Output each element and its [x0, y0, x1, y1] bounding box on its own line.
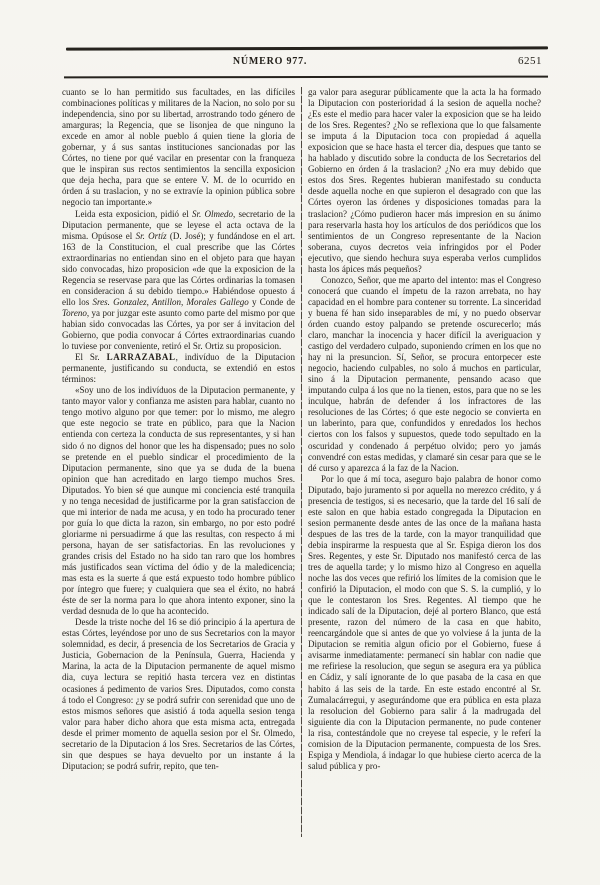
italic-name-run: Sr. Ortíz [135, 230, 167, 241]
text-run: , secretario de la Diputacion permanente, que se leyese el acta octava de la misma. Opúsose el [62, 208, 295, 241]
header-rule-bottom [64, 76, 548, 79]
text-run: y Conde de [248, 296, 295, 307]
text-run: , ya por juzgar este asunto como parte del mismo por que habian sido convocadas las Córtes, ya por ser á invitacion del Gobierno, que podia convocar á Córtes extraordinarias cuando lo tuviese por conveniente, retiró el Sr. Ortiz su proposicion. [62, 307, 295, 352]
paragraph [62, 385, 295, 617]
page-number: 6251 [518, 55, 542, 67]
italic-name-run: Sr. Olmedo [192, 208, 234, 219]
text-run: cuanto se lo han permitido sus facultades, en las difíciles combinaciones políticas y militares de la Nacion, no solo por su independencia, sino por su libertad, arrostrando todo género de amarguras; la Regencia, que se lisonjea de que ninguno la excede en amor al noble pueblo á quien tiene la gloria de gobernar, y á sus santas instituciones sancionadas por las Córtes, no tiene por qué vacilar en presentar con la franqueza que le inspiran sus rectos sentimientos la sencilla exposicion que deja hecha, para que se entere V. M. de lo ocurrido en órden á su traslacion, y no se extravíe la opinion pública sobre negocio tan importante.» [62, 87, 295, 208]
text-run: El Sr. [75, 352, 107, 363]
speaker-name-run: LARRAZABAL [106, 352, 176, 363]
text-run: ga valor para asegurar públicamente que la acta la ha formado la Diputacion con posterioridad á la sesion de aquella noche? ¿Es este el medio para hacer valer la exposicion que se ha leido de los Sres. Regentes? ¿No se reflexiona que lo que falsamente se imputa á la Diputacion toca con propiedad á aquella exposicion que se hace hasta el tercer dia, despues que tanto se ha hablado y discutido sobre la conducta de los Secretarios del Gobierno en órden á la traslacion? ¿No era muy debido que estos dos Sres. Regentes hubieran manifestado su conducta desde aquella noche en que supieron el desagrado con que las Córtes oyeron las órdenes y disposiciones tomadas para la traslacion? ¿Cómo pudieron hacer más impresion en su ánimo para reservarla hasta hoy los artículos de dos periódicos que los sentimientos de un Congreso representante de la Nacion soberana, cuyos decretos veia infringidos por el Poder ejecutivo, que siendo hechura suya esperaba verlos cumplidos hasta los ápices más pequeños? [308, 87, 541, 274]
paragraph [308, 87, 541, 275]
paragraph [62, 209, 295, 353]
italic-name-run: Toreno [62, 307, 87, 318]
paragraph [308, 474, 541, 772]
paragraph [308, 275, 541, 474]
text-columns [62, 87, 542, 843]
paragraph [62, 352, 295, 385]
header-rule-top [66, 46, 548, 50]
column-right [308, 87, 541, 839]
text-run: Por lo que á mí toca, aseguro bajo palabra de honor como Diputado, bajo juramento si por aquella no merezco crédito, y á presencia de testigos, si es necesario, que la tarde del 16 salí de este salon en que habia estado congregada la Diputacion en sesion permanente desde antes de las once de la mañana hasta despues de las tres de la tarde, con la mayor tranquilidad que debia inspirarme la respuesta que al Sr. Espiga dieron los dos Sres. Regentes, y este Sr. Diputado nos manifestó cerca de las tres de aquella tarde; y lo mismo hizo al Congreso en aquella noche las dos veces que refirió los límites de la comision que le confirió la Diputacion, el modo con que S. S. la cumplió, y lo que le contestaron los Sres. Regentes. Al tiempo que he indicado salí de la Diputacion, dejé al portero Blanco, que está presente, razon del número de la casa en que habito, reencargándole que si antes de que yo volviese á la junta de la Diputacion se remitia algun oficio por el Gobierno, fuese á avisarme inmediatamente: permanecí sin hablar con nadie que me refiriese la resolucion, que segun se asegura era ya pública en Cádiz, y salí ignorante de lo que pasaba de la casa en que habito á las seis de la tarde. En este estado encontré al Sr. Zumalacárregui, y asegurándome que era pública en esta plaza la resolucion del Gobierno para salir á la madrugada del siguiente dia con la Diputacion permanente, no pude contener la risa, contestándole que no creyese tal especie, y le referí la comision de la Diputacion permanente, compuesta de los Sres. Espiga y Mendiola, á indagar lo que hubiese cierto acerca de la salud pública y pro- [308, 473, 541, 771]
text-run: Leida esta exposicion, pidió el [75, 208, 192, 219]
issue-number: NÚMERO 977. [232, 56, 308, 67]
text-run: Conozco, Señor, que me aparto del intento: mas el Congreso conocerá que cuando el ímpetu de la razon arrebata, no hay capacidad en el hombre para contener su torrente. La sinceridad y buena fé han sido inseparables de mí, y no puedo observar órden cuando estoy palpando se pretende oscurecerlo; más claro, manchar la inocencia y hacer difícil la averiguacion y castigo del verdadero culpado, suponiendo crímen en los que no hay ni la presuncion. Sí, Señor, se procura entorpecer este negocio, haciendo culpables, no solo á muchos en particular, sino á la Diputacion permanente, pensando acaso que imputando culpa á los que no la tienen, estos, para que no se les inculque, habrán de defender á los infractores de las resoluciones de las Córtes; ó que este negocio se convierta en un laberinto, para que, confundidos y enredados los hechos ciertos con los falsos y supuestos, quede todo sepultado en la oscuridad y condenado á perpétuo olvido; pero yo jamás convendré con estas medidas, y clamaré sin cesar para que se le dé curso y aparezca á la faz de la Nacion. [308, 274, 541, 473]
text-run: , indivíduo de la Diputacion permanente, justificando su conducta, se extendió en estos términos: [62, 352, 295, 385]
italic-name-run: Sres. Gonzalez, Antillon, Morales Gallego [92, 296, 249, 307]
paragraph [62, 617, 295, 772]
text-run: Desde la triste noche del 16 se dió principio á la apertura de estas Córtes, leyéndose por uno de sus Secretarios con la mayor solemnidad, es decir, á presencia de los Secretarios de Gracia y Justicia, Gobernacion de la Península, Guerra, Hacienda y Marina, la acta de la Diputacion permanente de aquel mismo dia, cuya lectura se repitió hasta tercera vez en distintas ocasiones á pedimento de varios Sres. Diputados, como consta á todo el Congreso: ¿y se podrá sufrir con serenidad que uno de estos mismos señores que asistió á toda aquella sesion tenga valor para haber dicho ahora que esta misma acta, entregada desde el primer momento de aquella sesion por el Sr. Olmedo, secretario de la Diputacion á los Sres. Secretarios de las Córtes, sin que despues se haya devuelto por un instante á la Diputacion; se podrá sufrir, repito, que ten- [62, 617, 295, 771]
column-left [62, 87, 295, 839]
paragraph [62, 87, 295, 209]
column-divider-rule [301, 87, 302, 837]
text-run: (D. José); y fundándose en el art. 163 de la Constitucion, el cual prescribe que las Córtes extraordinarias no entiendan sino en el objeto para que hayan sido convocadas, hizo proposicion «de que la exposicion de la Regencia se reservase para que las Córtes ordinarias la tomasen en consideracion á su debido tiempo.» Habiéndose opuesto á ello los [62, 230, 295, 307]
text-run: «Soy uno de los indivíduos de la Diputacion permanente, y tanto mayor valor y confianza me asisten para hablar, cuanto no tengo motivo alguno por que temer: por lo mismo, me alegro que este negocio se trate en público, para que la Nacion entienda con certeza la conducta de sus representantes, y si han sido ó no dignos del honor que les ha dispensado; pues no solo se pretende en el pueblo sindicar el procedimiento de la Diputacion permanente, sino que ya se duda de la buena opinion que han acreditado en largo tiempo muchos Sres. Diputados. Yo bien sé que aunque mi conciencia esté tranquila y no tenga necesidad de justificarme por la gran satisfaccion de que mi interior de nada me acusa, y en todo ha procurado tener por guía lo que dicta la razon, sin embargo, no por esto podré gloriarme ni persuadirme á que las resultas, con respecto á mi persona, hayan de ser satisfactorias. En las revoluciones y grandes crisis del Estado no ha sido tan raro que los hombres más justificados sean víctima del ódio y de la maledicencia; mas esta es la suerte á que está expuesto todo hombre público por íntegro que fuere; y cualquiera que sea el éxito, no habrá éste de ser la norma para lo que ahora intento exponer, sino la verdad desnuda de lo que ha acontecido. [62, 385, 295, 617]
